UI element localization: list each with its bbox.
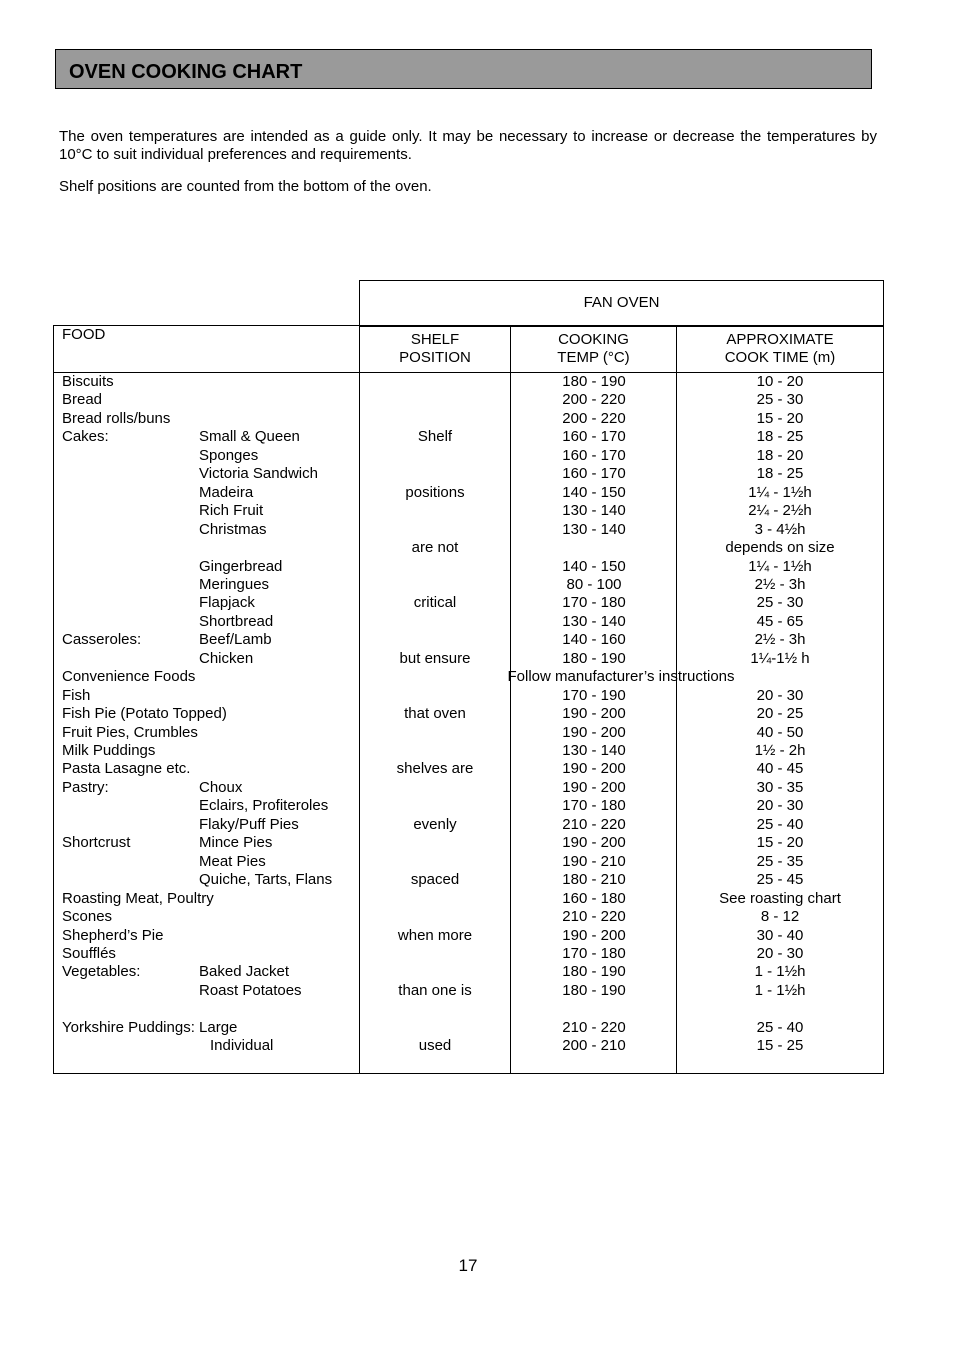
food-cell: Pastry: (62, 779, 109, 796)
title-bar (55, 49, 872, 89)
food-cell: Shortcrust (62, 834, 131, 851)
food-cell: Roasting Meat, Poultry (62, 890, 214, 907)
temp-cell: 130 - 140 (562, 742, 626, 759)
time-cell: depends on size (725, 539, 835, 556)
temp-cell: 190 - 200 (562, 834, 626, 851)
food-cell: Cakes: (62, 428, 109, 445)
time-cell: 25 - 40 (756, 816, 804, 833)
temp-cell: 190 - 200 (562, 779, 626, 796)
food-subtype-cell: Individual (210, 1037, 274, 1054)
temp-cell: 180 - 190 (562, 982, 626, 999)
food-cell: Fish (62, 687, 91, 704)
time-cell: 10 - 20 (756, 373, 804, 390)
food-subtype-cell: Meat Pies (199, 853, 266, 870)
food-cell: Convenience Foods (62, 668, 196, 685)
food-subtype-cell: Christmas (199, 521, 267, 538)
time-cell: 40 - 45 (756, 760, 804, 777)
temp-cell: 180 - 190 (562, 963, 626, 980)
food-cell: Scones (62, 908, 113, 925)
time-cell: 1¼-1½ h (750, 650, 810, 667)
time-cell: 2¼ - 2½h (748, 502, 812, 519)
food-cell: Shepherd’s Pie (62, 927, 164, 944)
shelf-header-line2: POSITION (399, 349, 471, 366)
time-cell: 15 - 25 (756, 1037, 804, 1054)
time-header-line2: COOK TIME (m) (724, 349, 836, 366)
food-cell: Bread (62, 391, 103, 408)
time-cell: 30 - 35 (756, 779, 804, 796)
food-subtype-cell: Baked Jacket (199, 963, 290, 980)
time-cell: 15 - 20 (756, 410, 804, 427)
temp-cell: 180 - 190 (562, 650, 626, 667)
food-subtype-cell: Chicken (199, 650, 254, 667)
spanning-note-cell: Follow manufacturer’s instructions (507, 668, 735, 685)
shelf-cell: evenly (413, 816, 457, 833)
time-cell: 25 - 30 (756, 391, 804, 408)
food-subtype-cell: Gingerbread (199, 558, 283, 575)
col-divider-3 (676, 325, 677, 1074)
temp-cell: 200 - 210 (562, 1037, 626, 1054)
time-cell: 2½ - 3h (754, 576, 806, 593)
time-cell: 20 - 25 (756, 705, 804, 722)
food-cell: Vegetables: (62, 963, 141, 980)
temp-cell: 170 - 180 (562, 594, 626, 611)
temp-cell: 170 - 180 (562, 797, 626, 814)
shelf-cell: critical (413, 594, 457, 611)
temp-cell: 160 - 170 (562, 447, 626, 464)
shelf-cell: when more (397, 927, 473, 944)
time-cell: 1¼ - 1½h (748, 484, 812, 501)
temp-cell: 190 - 200 (562, 760, 626, 777)
temp-cell: 210 - 220 (562, 908, 626, 925)
shelf-note: Shelf positions are counted from the bottom of the oven. (59, 178, 432, 195)
col-divider-2 (510, 325, 511, 1074)
page-title: OVEN COOKING CHART (69, 61, 303, 83)
food-cell: Fruit Pies, Crumbles (62, 724, 198, 741)
food-subtype-cell: Small & Queen (199, 428, 300, 445)
time-cell: 18 - 25 (756, 465, 804, 482)
shelf-cell: Shelf (417, 428, 453, 445)
time-cell: 18 - 20 (756, 447, 804, 464)
fan-oven-header: FAN OVEN (583, 294, 660, 311)
temp-cell: 180 - 210 (562, 871, 626, 888)
temp-cell: 210 - 220 (562, 816, 626, 833)
food-header: FOOD (62, 326, 106, 343)
shelf-cell: used (418, 1037, 452, 1054)
food-subtype-cell: Roast Potatoes (199, 982, 302, 999)
food-subtype-cell: Beef/Lamb (199, 631, 272, 648)
temp-cell: 140 - 150 (562, 558, 626, 575)
temp-cell: 130 - 140 (562, 521, 626, 538)
food-cell: Bread rolls/buns (62, 410, 171, 427)
time-cell: 25 - 30 (756, 594, 804, 611)
food-subtype-cell: Sponges (199, 447, 259, 464)
food-subtype-cell: Flapjack (199, 594, 255, 611)
temp-cell: 170 - 190 (562, 687, 626, 704)
time-cell: 20 - 30 (756, 687, 804, 704)
food-subtype-cell: Flaky/Puff Pies (199, 816, 299, 833)
temp-cell: 180 - 190 (562, 373, 626, 390)
temp-cell: 190 - 200 (562, 724, 626, 741)
time-cell: 45 - 65 (756, 613, 804, 630)
time-cell: 1½ - 2h (754, 742, 806, 759)
temp-cell: 80 - 100 (566, 576, 622, 593)
time-cell: 25 - 40 (756, 1019, 804, 1036)
food-cell: Pasta Lasagne etc. (62, 760, 191, 777)
page-number: 17 (458, 1256, 478, 1275)
time-cell: 1¼ - 1½h (748, 558, 812, 575)
time-cell: 3 - 4½h (754, 521, 806, 538)
temp-cell: 160 - 170 (562, 465, 626, 482)
temp-cell: 140 - 150 (562, 484, 626, 501)
temp-cell: 190 - 200 (562, 927, 626, 944)
food-subtype-cell: Choux (199, 779, 243, 796)
time-cell: See roasting chart (719, 890, 841, 907)
temp-cell: 130 - 140 (562, 613, 626, 630)
temp-cell: 190 - 210 (562, 853, 626, 870)
temp-cell: 140 - 160 (562, 631, 626, 648)
food-cell: Fish Pie (Potato Topped) (62, 705, 227, 722)
food-cell: Casseroles: (62, 631, 142, 648)
temp-cell: 190 - 200 (562, 705, 626, 722)
time-cell: 25 - 35 (756, 853, 804, 870)
food-subtype-cell: Mince Pies (199, 834, 273, 851)
food-subtype-cell: Shortbread (199, 613, 274, 630)
temp-cell: 160 - 180 (562, 890, 626, 907)
temp-cell: 170 - 180 (562, 945, 626, 962)
time-cell: 15 - 20 (756, 834, 804, 851)
food-subtype-cell: Meringues (199, 576, 270, 593)
shelf-cell: spaced (410, 871, 460, 888)
food-cell: Biscuits (62, 373, 114, 390)
shelf-header-line1: SHELF (410, 331, 460, 348)
food-subtype-cell: Eclairs, Profiteroles (199, 797, 329, 814)
time-cell: 1 - 1½h (754, 982, 806, 999)
temp-header-line2: TEMP (°C) (557, 349, 630, 366)
temp-cell: 210 - 220 (562, 1019, 626, 1036)
time-cell: 20 - 30 (756, 797, 804, 814)
time-cell: 2½ - 3h (754, 631, 806, 648)
food-subtype-cell: Victoria Sandwich (199, 465, 318, 482)
shelf-cell: than one is (398, 982, 472, 999)
temp-cell: 200 - 220 (562, 391, 626, 408)
time-cell: 25 - 45 (756, 871, 804, 888)
temp-cell: 130 - 140 (562, 502, 626, 519)
time-cell: 40 - 50 (756, 724, 804, 741)
time-header-line1: APPROXIMATE (726, 331, 834, 348)
intro-paragraph: The oven temperatures are intended as a guide only. It may be necessary to increase or decrease the temperatures by 10°C to suit individual preferences and requirements. (59, 128, 877, 163)
shelf-cell: positions (405, 484, 465, 501)
food-cell: Milk Puddings (62, 742, 156, 759)
time-cell: 8 - 12 (760, 908, 800, 925)
food-subtype-cell: Quiche, Tarts, Flans (199, 871, 333, 888)
food-cell: Yorkshire Puddings: Large (62, 1019, 238, 1036)
temp-cell: 160 - 170 (562, 428, 626, 445)
shelf-cell: that oven (404, 705, 466, 722)
time-cell: 1 - 1½h (754, 963, 806, 980)
time-cell: 18 - 25 (756, 428, 804, 445)
time-cell: 20 - 30 (756, 945, 804, 962)
food-cell: Soufflés (62, 945, 116, 962)
temp-cell: 200 - 220 (562, 410, 626, 427)
food-subtype-cell: Rich Fruit (199, 502, 264, 519)
food-subtype-cell: Madeira (199, 484, 254, 501)
col-divider-1 (359, 325, 360, 1074)
temp-header-line1: COOKING (558, 331, 629, 348)
shelf-cell: are not (411, 539, 459, 556)
time-cell: 30 - 40 (756, 927, 804, 944)
shelf-cell: shelves are (396, 760, 474, 777)
shelf-cell: but ensure (399, 650, 471, 667)
